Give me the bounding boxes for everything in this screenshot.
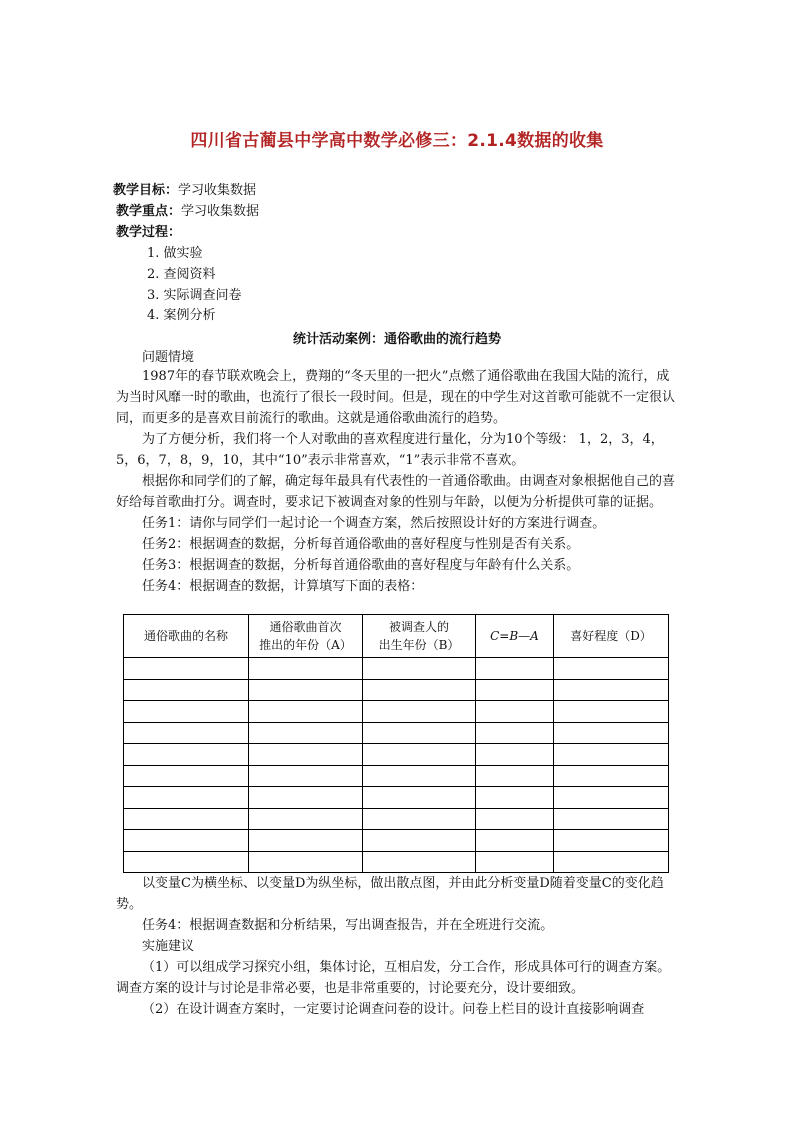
meta-goal xyxy=(113,182,256,199)
table-cell[interactable] xyxy=(249,658,363,680)
table-cell[interactable] xyxy=(554,851,669,873)
table-header xyxy=(476,615,554,658)
step-item: 1. 做实验 xyxy=(147,246,203,261)
paragraph-outro xyxy=(116,873,682,1020)
page-title: 四川省古蔺县中学高中数学必修三：2.1.4数据的收集 xyxy=(190,131,604,151)
table-cell[interactable] xyxy=(124,744,249,766)
table-cell[interactable] xyxy=(363,701,476,723)
table-row xyxy=(124,808,669,830)
step-item: 3. 实际调查问卷 xyxy=(147,288,242,303)
table-cell[interactable] xyxy=(363,722,476,744)
meta-focus xyxy=(116,203,259,220)
paragraph-5: （1）可以组成学习探究小组，集体讨论，互相启发，分工合作，形成具体可行的调查方案。调查方案的设计与讨论是非常必要，也是非常重要的，讨论要充分，设计要细致。 xyxy=(116,960,671,996)
table-cell[interactable] xyxy=(554,658,669,680)
header-year-line2: 推出的年份（A） xyxy=(259,638,352,652)
table-cell[interactable] xyxy=(363,765,476,787)
table-cell[interactable] xyxy=(554,765,669,787)
task-2: 任务2：根据调查的数据，分析每首通俗歌曲的喜好程度与性别是否有关系。 xyxy=(142,537,580,552)
paragraph-1: 1987年的春节联欢晚会上，费翔的“冬天里的一把火”点燃了通俗歌曲在我国大陆的流行，成为当时风靡一时的歌曲，也流行了很长一段时间。但是，现在的中学生对这首歌可能就不一定很认同，而更多的是喜欢目前流行的歌曲。这就是通俗歌曲流行的趋势。 xyxy=(116,369,676,426)
table-cell[interactable] xyxy=(363,787,476,809)
paragraph-3: 根据你和同学们的了解，确定每年最具有代表性的一首通俗歌曲。由调查对象根据他自己的喜好给每首歌曲打分。调查时，要求记下被调查对象的性别与年龄，以便为分析提供可靠的证据。 xyxy=(116,474,676,510)
table-cell[interactable] xyxy=(249,851,363,873)
table-cell[interactable] xyxy=(363,679,476,701)
table-cell[interactable] xyxy=(249,744,363,766)
task-1: 任务1：请你与同学们一起讨论一个调查方案，然后按照设计好的方案进行调查。 xyxy=(142,516,606,531)
table-cell[interactable] xyxy=(249,701,363,723)
table-cell[interactable] xyxy=(554,744,669,766)
table-cell[interactable] xyxy=(124,830,249,852)
table-cell[interactable] xyxy=(476,722,554,744)
table-row xyxy=(124,658,669,680)
section-suggestion: 实施建议 xyxy=(142,939,195,954)
table-row xyxy=(124,787,669,809)
header-song-name: 通俗歌曲的名称 xyxy=(143,629,228,643)
table-cell[interactable] xyxy=(363,744,476,766)
table-row xyxy=(124,679,669,701)
paragraph-intro xyxy=(116,366,682,597)
table-cell[interactable] xyxy=(476,830,554,852)
task-3: 任务3：根据调查的数据，分析每首通俗歌曲的喜好程度与年龄有什么关系。 xyxy=(142,558,580,573)
table-cell[interactable] xyxy=(363,851,476,873)
meta-process xyxy=(116,224,181,241)
table-cell[interactable] xyxy=(363,808,476,830)
table-cell[interactable] xyxy=(554,808,669,830)
table-row xyxy=(124,722,669,744)
header-d: 喜好程度（D） xyxy=(570,629,652,643)
table-cell[interactable] xyxy=(476,765,554,787)
header-year-line1: 通俗歌曲首次 xyxy=(269,620,342,634)
table-cell[interactable] xyxy=(249,765,363,787)
task-4: 任务4：根据调查的数据，计算填写下面的表格： xyxy=(142,579,424,594)
table-cell[interactable] xyxy=(249,679,363,701)
table-cell[interactable] xyxy=(124,851,249,873)
table-cell[interactable] xyxy=(554,787,669,809)
table-cell[interactable] xyxy=(554,830,669,852)
survey-table xyxy=(123,614,669,873)
table-cell[interactable] xyxy=(363,658,476,680)
table-cell[interactable] xyxy=(124,765,249,787)
meta-focus-label: 教学重点： xyxy=(116,204,182,219)
meta-process-label: 教学过程： xyxy=(116,225,182,240)
table-cell[interactable] xyxy=(476,658,554,680)
paragraph-2: 为了方便分析，我们将一个人对歌曲的喜欢程度进行量化，分为10个等级： 1，2，3，4，5，6，7，8，9，10，其中“10”表示非常喜欢，“1”表示非常不喜欢。 xyxy=(116,432,664,468)
meta-goal-value: 学习收集数据 xyxy=(178,183,257,198)
table-header xyxy=(554,615,669,658)
table-header xyxy=(249,615,363,658)
table-cell[interactable] xyxy=(124,658,249,680)
table-cell[interactable] xyxy=(249,722,363,744)
table-cell[interactable] xyxy=(476,679,554,701)
task-4b: 任务4：根据调查数据和分析结果，写出调查报告，并在全班进行交流。 xyxy=(142,918,554,933)
meta-focus-value: 学习收集数据 xyxy=(181,204,260,219)
table-cell[interactable] xyxy=(249,808,363,830)
table-cell[interactable] xyxy=(249,787,363,809)
step-item: 4. 案例分析 xyxy=(147,308,216,323)
header-birth-line1: 被调查人的 xyxy=(388,620,449,634)
section-problem: 问题情境 xyxy=(142,350,195,365)
table-row xyxy=(124,744,669,766)
meta-goal-label: 教学目标： xyxy=(113,183,179,198)
table-header-row xyxy=(124,615,669,658)
table-cell[interactable] xyxy=(554,679,669,701)
case-title: 统计活动案例：通俗歌曲的流行趋势 xyxy=(292,332,501,347)
table-cell[interactable] xyxy=(124,722,249,744)
table-header xyxy=(363,615,476,658)
table-cell[interactable] xyxy=(124,679,249,701)
table-row xyxy=(124,851,669,873)
table-cell[interactable] xyxy=(476,808,554,830)
table-cell[interactable] xyxy=(124,787,249,809)
paragraph-6: （2）在设计调查方案时，一定要讨论调查问卷的设计。问卷上栏目的设计直接影响调查 xyxy=(142,1002,645,1017)
table-cell[interactable] xyxy=(476,744,554,766)
table-cell[interactable] xyxy=(476,851,554,873)
table-cell[interactable] xyxy=(363,830,476,852)
header-birth-line2: 出生年份（B） xyxy=(378,638,460,652)
table-cell[interactable] xyxy=(476,787,554,809)
table-row xyxy=(124,701,669,723)
table-cell[interactable] xyxy=(476,701,554,723)
paragraph-4: 以变量C为横坐标、以变量D为纵坐标，做出散点图，并由此分析变量D随着变量C的变化趋势。 xyxy=(116,876,664,912)
table-cell[interactable] xyxy=(124,701,249,723)
table-row xyxy=(124,765,669,787)
header-c: C=B—A xyxy=(490,629,539,643)
table-header xyxy=(124,615,249,658)
table-row xyxy=(124,830,669,852)
table-cell[interactable] xyxy=(249,830,363,852)
table-cell[interactable] xyxy=(554,722,669,744)
table-cell[interactable] xyxy=(124,808,249,830)
step-item: 2. 查阅资料 xyxy=(147,267,216,282)
table-cell[interactable] xyxy=(554,701,669,723)
